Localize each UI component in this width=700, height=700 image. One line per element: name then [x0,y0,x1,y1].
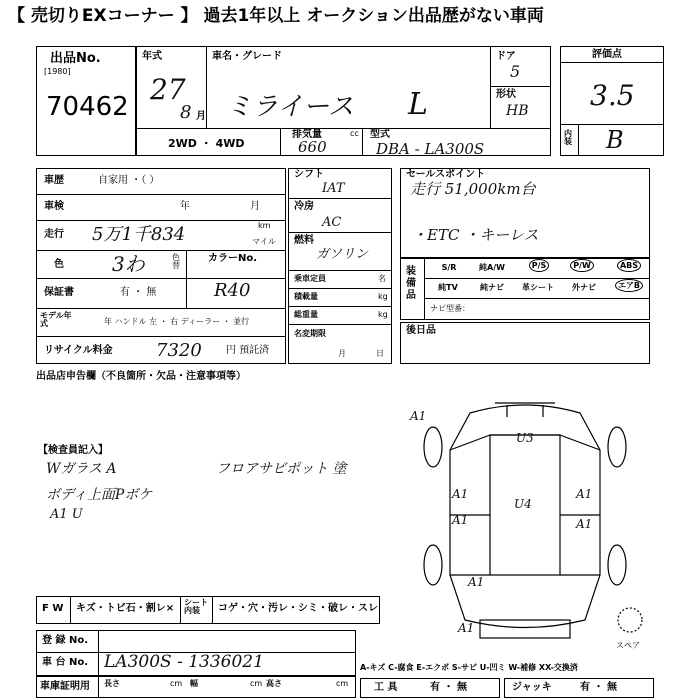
shape-label: 形状 [496,89,516,100]
chassis-value: LA300S - 1336021 [104,652,264,672]
jack-label: ジャッキ [512,682,552,693]
spare-label: スペア [616,641,640,650]
month-value: 8 [180,102,192,123]
dim-high-unit: cm [336,679,349,688]
grade-value: L [408,87,428,122]
inspector-note3: A1 U [50,507,83,522]
damage-mark-a1-front: A1 [410,409,427,423]
dim-high: 高さ [266,679,282,688]
history-label: 車歴 [44,175,64,186]
damage-mark-u3: U3 [516,431,534,445]
color-sub: 色替 [172,253,180,270]
lot-number: 70462 [46,92,129,122]
chassis-label: 車 台 No. [42,657,89,668]
inspection-month: 月 [250,201,260,212]
load-unit: kg [378,292,388,301]
sales-label: セールスポイント [406,169,486,180]
interior-label: 内装 [564,129,572,146]
year-label: 年式 [142,51,162,62]
damage-mark-a1-bumper: A1 [458,621,475,635]
capacity-label: 乗車定員 [294,274,326,283]
equip-aw: 純A/W [479,263,505,272]
name-value: ミライース [226,92,354,122]
fw-text: キズ・トビ石・割レ× [76,603,175,614]
seat-text: コゲ・穴・汚レ・シミ・破レ・スレ [218,603,378,614]
banner-title: 【 売切りEXコーナー 】 過去1年以上 オークション出品歴がない車両 [8,6,544,26]
interior-value: B [606,126,624,154]
dim-wide-unit: cm [250,679,263,688]
damage-mark-a1-left-front: A1 [452,487,469,501]
drive-text: 2WD ・ 4WD [168,137,245,150]
displacement-value: 660 [298,138,327,156]
color-code: R40 [214,280,251,301]
warranty-label: 保証書 [44,287,74,298]
inspector-note4: フロアサビポット 塗 [216,461,347,477]
fw-label: F W [42,603,64,614]
mileage-label: 走行 [44,229,64,240]
ac-value: AC [322,215,342,230]
equip-leather: 革シート [522,283,554,292]
recycle-unit: 円 預託済 [226,345,270,356]
recycle-value: 7320 [156,340,202,361]
mileage-unit-mile: マイル [252,237,276,246]
reg-label: 登 録 No. [42,635,89,646]
lot-label: 出品No. [50,51,101,66]
regchange-label: 名変期限 [294,329,326,338]
shape-value: HB [506,103,529,119]
defects-label: 出品店申告欄（不良箇所・欠品・注意事項等） [36,371,246,382]
equip-pw [562,262,602,270]
displacement-label: 排気量 [292,129,322,140]
mileage-value: 5万1千834 [92,224,186,245]
after-box [400,322,650,364]
lot-prefix: [1980] [44,67,71,76]
mileage-unit-km: km [258,221,271,230]
equip-extnavi: 外ナビ [572,283,596,292]
fuel-label: 燃料 [294,235,314,246]
inspector-label: 【検査員記入】 [38,445,108,456]
color-no-label: カラーNo. [208,253,258,264]
regchange-day: 日 [376,349,384,358]
after-label: 後日品 [406,325,436,336]
tools-label: 工 具 [374,682,398,693]
model-label: 型式 [370,129,390,140]
equip-abs-label: ABS [617,259,641,272]
history-value: 自家用 ・（ ） [98,175,160,186]
model-year-label: モデル年式 [40,311,72,328]
shift-value: IAT [322,181,345,196]
equip-tv: 純TV [438,283,458,292]
damage-mark-a1-left-rear: A1 [452,513,469,527]
model-year-text: 年 ハンドル 左 ・ 右 ディーラー ・ 並行 [104,317,250,326]
warranty-value: 有 ・ 無 [120,287,157,298]
equipment-label: 装備品 [406,266,416,301]
dim-wide: 幅 [190,679,198,688]
inspection-label: 車検 [44,201,64,212]
recycle-label: リサイクル料金 [44,345,113,356]
equip-abs [610,262,648,270]
model-value: DBA - LA300S [376,140,485,158]
month-unit: 月 [196,111,206,122]
cert-label: 車庫証明用 [40,681,90,692]
damage-legend: A-キズ C-腐食 E-エクボ S-サビ U-凹ミ W-補修 XX-交換済 [360,663,578,672]
dim-long: 長さ [104,679,120,688]
sales-line1: 走行 51,000km台 [410,180,536,198]
inspection-year: 年 [180,201,190,212]
damage-mark-a1-right-rear: A1 [576,517,593,531]
jack-value: 有 ・ 無 [580,682,617,693]
color-label: 色 [54,259,64,270]
load-label: 積載量 [294,292,318,301]
displacement-unit: cc [350,129,359,138]
damage-mark-u4: U4 [514,497,532,511]
doors-value: 5 [510,62,521,81]
seat-label: シート内装 [184,598,208,615]
name-label: 車名・グレード [212,51,282,62]
tools-value: 有 ・ 無 [430,682,467,693]
dim-long-unit: cm [170,679,183,688]
damage-mark-a1-right-front: A1 [576,487,593,501]
navi-label: ナビ型番： [430,304,470,313]
inspector-note1: Wガラス A [46,461,117,477]
color-value: 3わ [112,252,145,276]
year-value: 27 [150,73,186,106]
damage-mark-a1-rear: A1 [468,575,485,589]
history-table [36,168,286,364]
inspector-note2: ボディ上面Pボケ [46,487,153,503]
equip-airbag-label: エアB [615,279,643,292]
equip-airbag [610,282,648,290]
score-label: 評価点 [592,49,622,60]
gross-unit: kg [378,310,388,319]
ac-label: 冷房 [294,201,314,212]
doors-label: ドア [496,51,516,62]
capacity-unit: 名 [378,274,386,283]
equip-ps [522,262,556,270]
sales-line2: ・ETC ・キーレス [412,226,539,244]
equip-pw-label: P/W [570,259,594,272]
gross-label: 総重量 [294,310,318,319]
shift-label: シフト [294,169,324,180]
equip-sr: S/R [441,263,457,272]
equip-navi: 純ナビ [480,283,504,292]
score-value: 3.5 [590,79,635,112]
equip-ps-label: P/S [529,259,550,272]
regchange-month: 月 [338,349,346,358]
fuel-value: ガソリン [316,247,369,262]
